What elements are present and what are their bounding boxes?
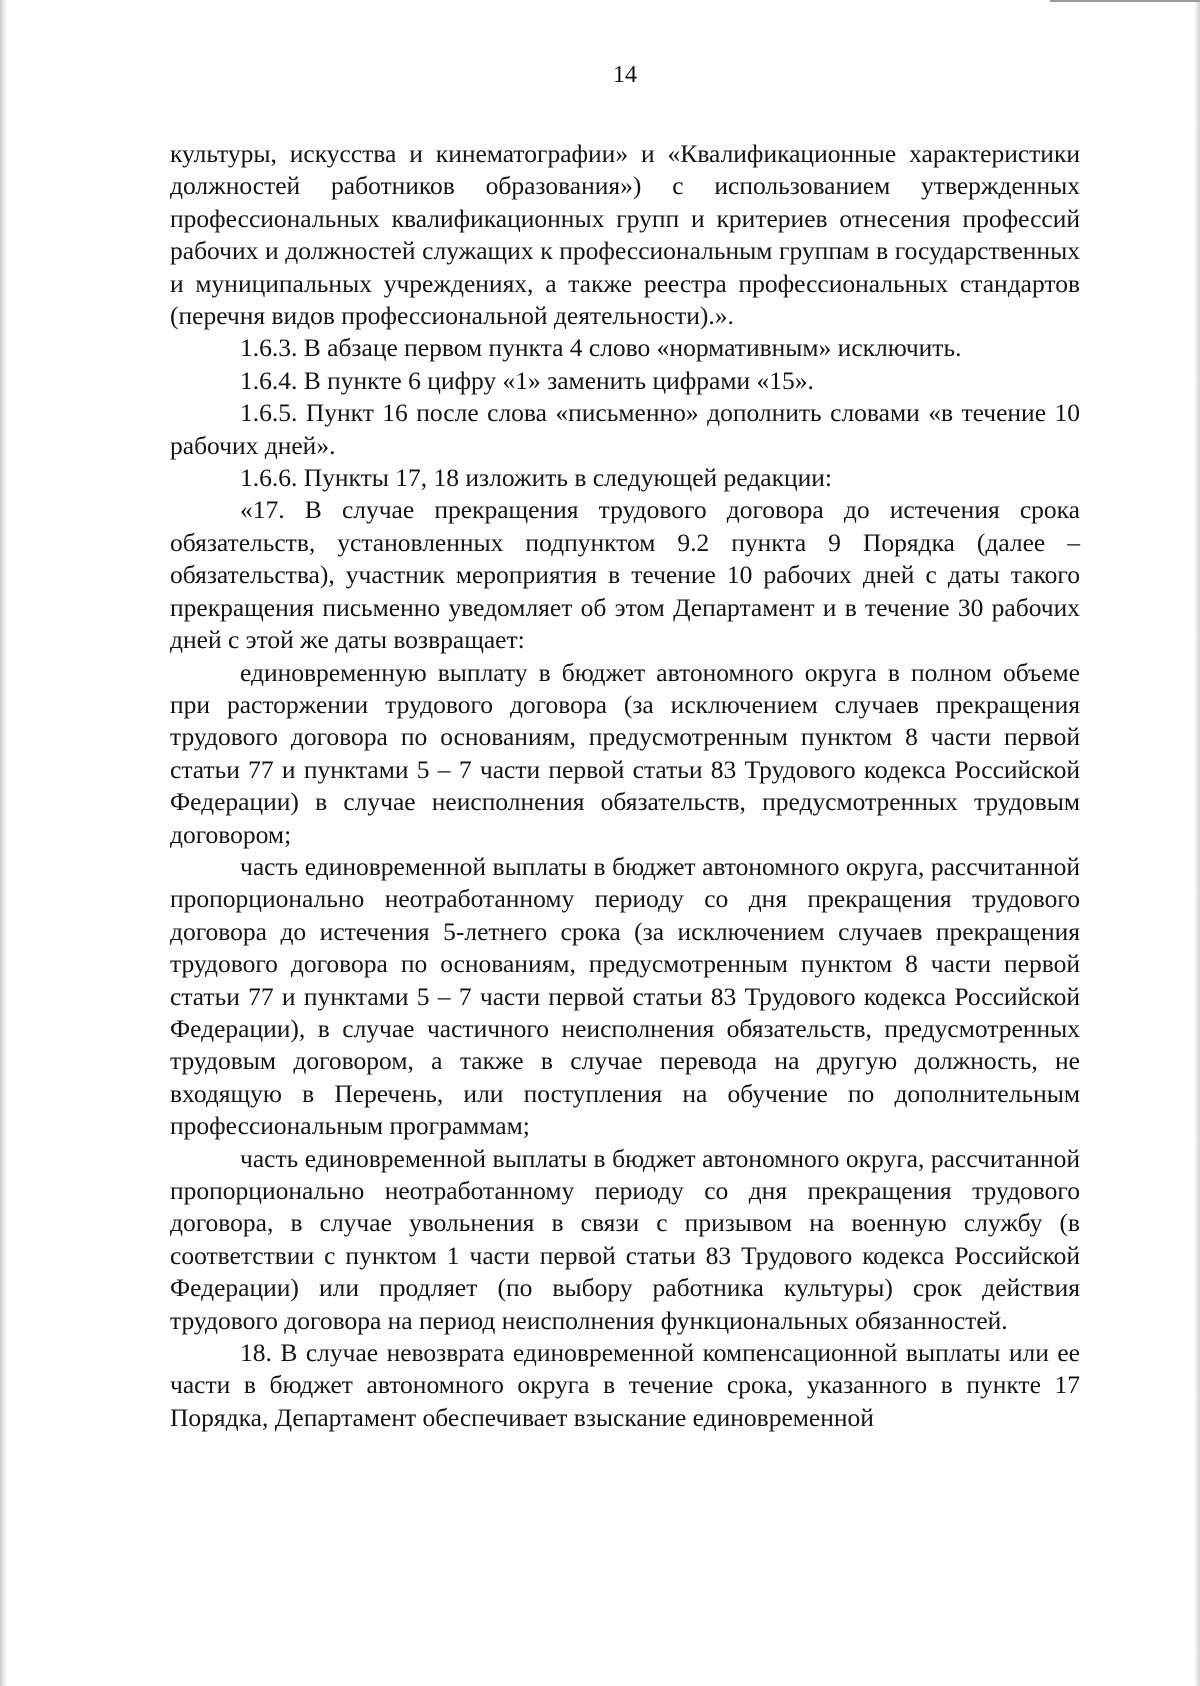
paragraph-clause-18: 18. В случае невозврата единовременной компенсационной выплаты или ее части в бюджет автономного округа в течение срока, указанного в пункте 17 Порядка, Департамент обеспечивает взыскание единовременной xyxy=(170,1338,1080,1432)
document-body xyxy=(170,138,1080,1434)
paragraph-item-1-6-6: 1.6.6. Пункты 17, 18 изложить в следующей редакции: xyxy=(240,463,832,493)
scan-corner-mark xyxy=(1050,0,1200,2)
paragraph-continuation: культуры, искусства и кинематографии» и «Квалификационные характеристики должностей работников образования») с использованием утвержденных профессиональных квалификационных групп и критериев отнесения профессий рабочих и должностей служащих к профессиональным группам в государственных и муниципальных учреждениях, а также реестра профессиональных стандартов (перечня видов профессиональной деятельности).». xyxy=(170,139,1080,331)
scan-right-edge xyxy=(1194,0,1200,1686)
paragraph-clause-17: «17. В случае прекращения трудового договора до истечения срока обязательств, установленных подпунктом 9.2 пункта 9 Порядка (далее – обязательства), участник мероприятия в течение 10 рабочих дней с даты такого прекращения письменно уведомляет об этом Департамент и в течение 30 рабочих дней с этой же даты возвращает: xyxy=(170,495,1080,655)
paragraph-item-1-6-4: 1.6.4. В пункте 6 цифру «1» заменить цифрами «15». xyxy=(240,365,814,395)
page-number: 14 xyxy=(613,62,637,88)
paragraph-item-1-6-5: 1.6.5. Пункт 16 после слова «письменно» дополнить словами «в течение 10 рабочих дней». xyxy=(170,398,1080,460)
paragraph-item-1-6-3: 1.6.3. В абзаце первом пункта 4 слово «нормативным» исключить. xyxy=(240,333,962,363)
paragraph-clause-17-item-1: единовременную выплату в бюджет автономного округа в полном объеме при расторжении трудового договора (за исключением случаев прекращения трудового договора по основаниям, предусмотренным пунктом 8 части первой статьи 77 и пунктами 5 – 7 части первой статьи 83 Трудового кодекса Российской Федерации) в случае неисполнения обязательств, предусмотренных трудовым договором; xyxy=(170,657,1080,849)
scan-left-edge xyxy=(0,0,7,1686)
paragraph-clause-17-item-2: часть единовременной выплаты в бюджет автономного округа, рассчитанной пропорционально неотработанному периоду со дня прекращения трудового договора до истечения 5-летнего срока (за исключением случаев прекращения трудового договора по основаниям, предусмотренным пунктом 8 части первой статьи 77 и пунктами 5 – 7 части первой статьи 83 Трудового кодекса Российской Федерации), в случае частичного неисполнения обязательств, предусмотренных трудовым договором, а также в случае перевода на другую должность, не входящую в Перечень, или поступления на обучение по дополнительным профессиональным программам; xyxy=(170,851,1080,1141)
paragraph-clause-17-item-3: часть единовременной выплаты в бюджет автономного округа, рассчитанной пропорционально неотработанному периоду со дня прекращения трудового договора, в случае увольнения в связи с призывом на военную службу (в соответствии с пунктом 1 части первой статьи 83 Трудового кодекса Российской Федерации) или продляет (по выбору работника культуры) срок действия трудового договора на период неисполнения функциональных обязанностей. xyxy=(170,1143,1080,1335)
